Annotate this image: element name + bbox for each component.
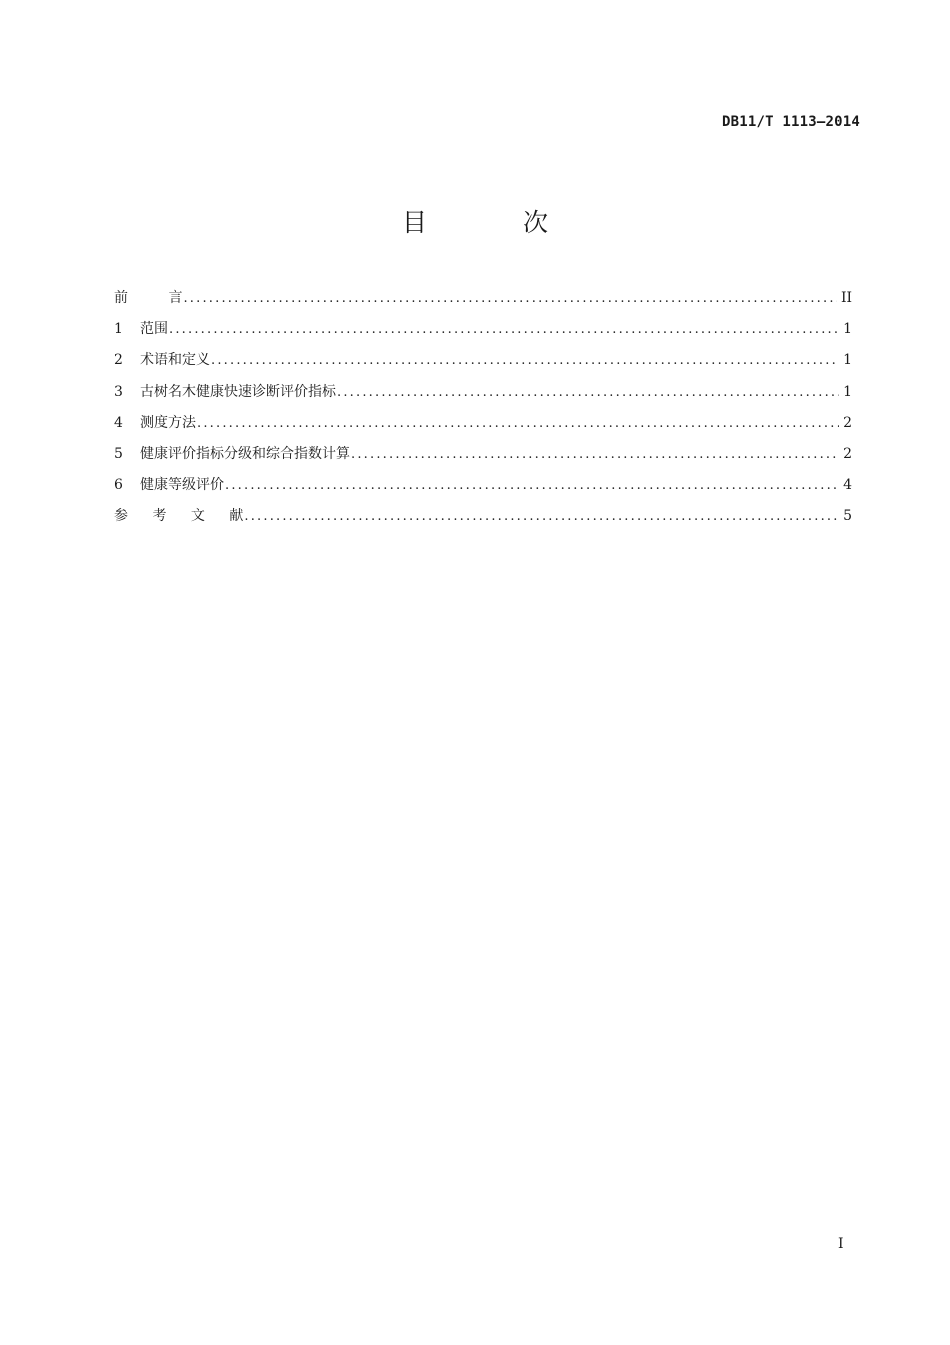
toc-entry-page: 1 bbox=[843, 321, 852, 338]
toc-entry-title: 古树名木健康快速诊断评价指标 bbox=[140, 383, 336, 400]
document-code: DB11/T 1113—2014 bbox=[721, 114, 860, 130]
toc-list bbox=[114, 285, 852, 535]
toc-dot-leader bbox=[225, 473, 839, 499]
toc-entry-title: 范围 bbox=[140, 321, 168, 338]
toc-entry-title: 测度方法 bbox=[140, 414, 196, 431]
toc-entry-number: 3 bbox=[114, 383, 123, 400]
toc-entry-number: 2 bbox=[114, 352, 123, 369]
toc-entry[interactable] bbox=[114, 316, 852, 347]
toc-dot-leader bbox=[197, 411, 839, 437]
toc-entry[interactable] bbox=[114, 472, 852, 503]
toc-entry[interactable] bbox=[114, 285, 852, 316]
toc-title: 目 次 bbox=[402, 208, 592, 237]
toc-entry-number: 5 bbox=[114, 445, 123, 462]
toc-entry-page: II bbox=[840, 290, 852, 306]
toc-entry-title: 前 言 bbox=[114, 290, 183, 306]
toc-entry-page: 1 bbox=[843, 352, 852, 369]
toc-entry[interactable] bbox=[114, 379, 852, 410]
toc-entry-page: 5 bbox=[843, 508, 852, 525]
toc-entry-title: 术语和定义 bbox=[140, 352, 210, 369]
toc-entry-page: 4 bbox=[843, 477, 852, 494]
page-number: I bbox=[838, 1236, 844, 1252]
toc-dot-leader bbox=[244, 504, 839, 530]
toc-dot-leader bbox=[169, 317, 839, 343]
toc-dot-leader bbox=[337, 380, 839, 406]
toc-dot-leader bbox=[351, 442, 839, 468]
toc-entry[interactable] bbox=[114, 503, 852, 534]
toc-entry-number: 1 bbox=[114, 321, 123, 338]
toc-entry-title: 健康评价指标分级和综合指数计算 bbox=[140, 445, 350, 462]
toc-dot-leader bbox=[183, 286, 836, 312]
toc-entry[interactable] bbox=[114, 410, 852, 441]
toc-entry-number: 4 bbox=[114, 414, 123, 431]
toc-entry-number: 6 bbox=[114, 477, 123, 494]
toc-entry-page: 2 bbox=[843, 414, 852, 431]
toc-entry[interactable] bbox=[114, 441, 852, 472]
toc-entry-page: 1 bbox=[843, 383, 852, 400]
toc-entry-page: 2 bbox=[843, 445, 852, 462]
toc-dot-leader bbox=[211, 348, 839, 374]
toc-entry-title: 健康等级评价 bbox=[140, 477, 224, 494]
toc-entry-title: 参 考 文 献 bbox=[114, 508, 244, 525]
toc-entry[interactable] bbox=[114, 347, 852, 378]
